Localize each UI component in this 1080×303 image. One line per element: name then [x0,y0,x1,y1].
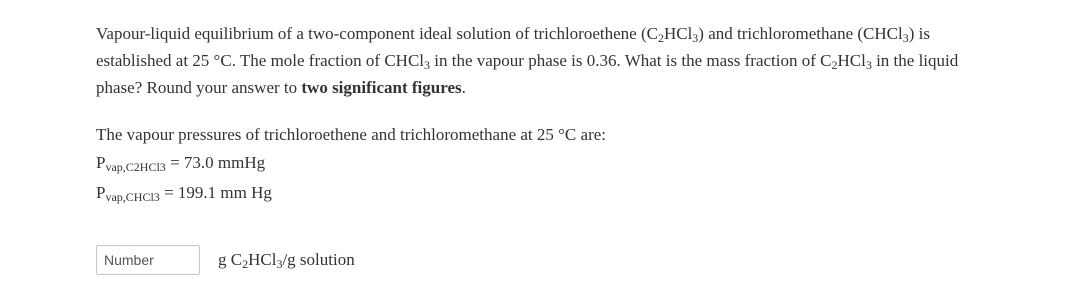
question-text-part: HCl [837,51,866,70]
unit-text: /g solution [282,250,355,269]
subscript: 3 [692,31,699,45]
question-text [96,20,976,101]
pressure-symbol: P [96,183,106,202]
pressure-value: = 199.1 mm Hg [159,183,272,202]
question-block [96,20,976,208]
question-text-part: . [461,78,466,97]
question-text-part: in the vapour phase is 0.36. What is the mass fraction of C [430,51,832,70]
pressures-intro: The vapour pressures of trichloroethene and trichloromethane at 25 °C are: [96,125,606,144]
pressure-subscript: vap,C2HCl3 [105,160,166,174]
answer-unit [218,250,355,270]
number-answer-input[interactable] [96,245,200,275]
pressure-equation-chcl3 [96,178,976,208]
question-text-part: HCl [663,24,693,43]
question-text-part: ) and trichloromethane (CHCl [698,24,903,43]
question-text-part: Vapour-liquid equilibrium of a two-component ideal solution of trichloroethene (C [96,24,658,43]
subscript: 3 [865,58,872,72]
subscript: 2 [831,58,838,72]
subscript: 2 [657,31,664,45]
pressure-symbol: P [96,153,106,172]
emphasis-text: two significant figures [301,78,462,97]
pressure-value: = 73.0 mmHg [165,153,266,172]
subscript: 3 [276,257,283,271]
unit-text: HCl [248,250,277,269]
pressure-equation-c2hcl3 [96,148,976,178]
question-text-part: in the liquid phase? Round your answer to [96,51,959,97]
subscript: 3 [424,58,431,72]
question-text-part: ) is established at 25 °C. The mole fraction of CHCl [96,24,930,70]
subscript: 2 [242,257,249,271]
answer-row [96,245,355,275]
pressure-subscript: vap,CHCl3 [105,190,160,204]
subscript: 3 [902,31,909,45]
unit-text: g C [218,250,243,269]
